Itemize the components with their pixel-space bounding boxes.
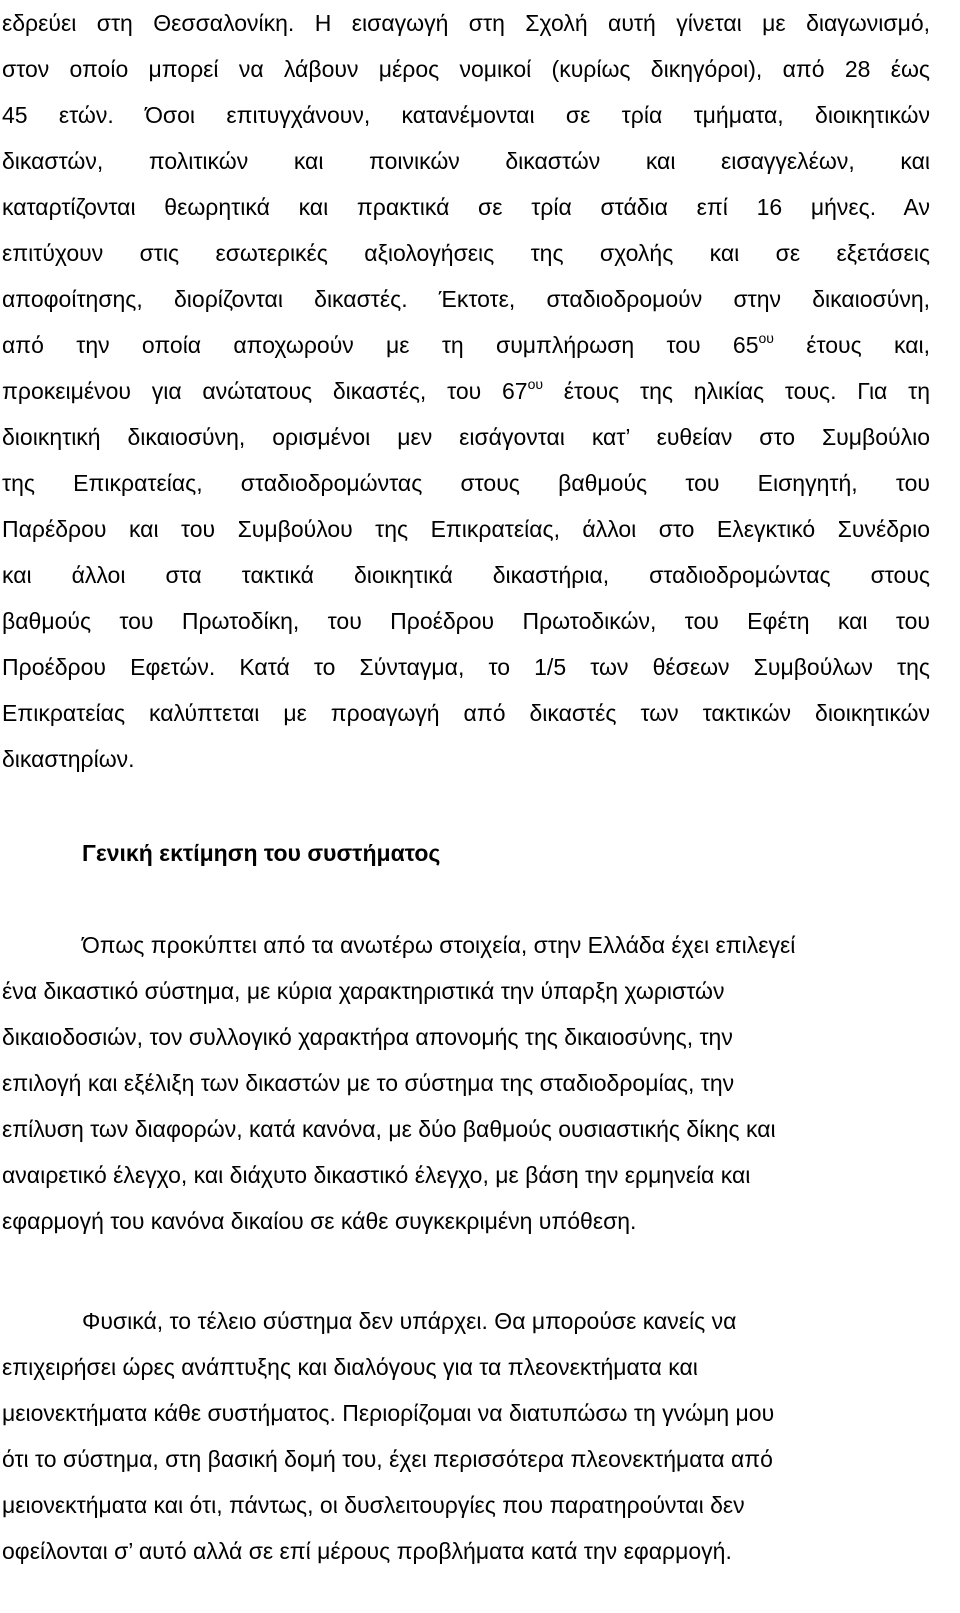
text-line: μειονεκτήματα και ότι, πάντως, οι δυσλειτουργίες που παρατηρούνται δεν xyxy=(2,1492,745,1518)
text-line: επιχειρήσει ώρες ανάπτυξης και διαλόγους για τα πλεονεκτήματα και xyxy=(2,1354,698,1380)
text-line: διοικητική δικαιοσύνη, ορισμένοι μεν εισάγονται κατ’ ευθείαν στο Συμβούλιο xyxy=(2,424,930,450)
text-segment: έτους της ηλικίας τους. Για τη xyxy=(543,378,930,404)
text-line: αναιρετικό έλεγχο, και διάχυτο δικαστικό έλεγχο, με βάση την ερμηνεία και xyxy=(2,1162,751,1188)
text-line: στον οποίο μπορεί να λάβουν μέρος νομικοί (κυρίως δικηγόροι), από 28 έως xyxy=(2,56,930,82)
text-line: επίλυση των διαφορών, κατά κανόνα, με δύο βαθμούς ουσιαστικής δίκης και xyxy=(2,1116,776,1142)
text-segment: έτους και, xyxy=(773,332,931,358)
text-line: ότι το σύστημα, στη βασική δομή του, έχει περισσότερα πλεονεκτήματα από xyxy=(2,1446,773,1472)
text-line: Παρέδρου και του Συμβούλου της Επικρατείας, άλλοι στο Ελεγκτικό Συνέδριο xyxy=(2,516,930,542)
text-line: δικαιοδοσιών, τον συλλογικό χαρακτήρα απονομής της δικαιοσύνης, την xyxy=(2,1024,733,1050)
text-line: αποφοίτησης, διορίζονται δικαστές. Έκτοτε, σταδιοδρομούν στην δικαιοσύνη, xyxy=(2,286,930,312)
paragraph-judicial-careers xyxy=(0,0,960,782)
text-line: Προέδρου Εφετών. Κατά το Σύνταγμα, το 1/5 των θέσεων Συμβούλων της xyxy=(2,654,930,680)
section-heading: Γενική εκτίμηση του συστήματος xyxy=(82,840,441,866)
text-line: εδρεύει στη Θεσσαλονίκη. Η εισαγωγή στη Σχολή αυτή γίνεται με διαγωνισμό, xyxy=(2,10,930,36)
text-line: της Επικρατείας, σταδιοδρομώντας στους βαθμούς του Εισηγητή, του xyxy=(2,470,930,496)
text-line: και άλλοι στα τακτικά διοικητικά δικαστήρια, σταδιοδρομώντας στους xyxy=(2,562,930,588)
text-line: Φυσικά, το τέλειο σύστημα δεν υπάρχει. Θα μπορούσε κανείς να xyxy=(82,1308,737,1334)
superscript: ου xyxy=(758,330,774,346)
text-line: δικαστών, πολιτικών και ποινικών δικαστών και εισαγγελέων, και xyxy=(2,148,930,174)
superscript: ου xyxy=(527,376,544,392)
paragraph-perfect-system xyxy=(0,1298,960,1574)
text-line: 45 ετών. Όσοι επιτυγχάνουν, κατανέμονται σε τρία τμήματα, διοικητικών xyxy=(2,102,930,128)
text-line: οφείλονται σ’ αυτό αλλά σε επί μέρους προβλήματα κατά την εφαρμογή. xyxy=(2,1538,732,1564)
paragraph-system-assessment xyxy=(0,922,960,1244)
text-line: Όπως προκύπτει από τα ανωτέρω στοιχεία, στην Ελλάδα έχει επιλεγεί xyxy=(82,932,796,958)
text-line: καταρτίζονται θεωρητικά και πρακτικά σε τρία στάδια επί 16 μήνες. Αν xyxy=(2,194,930,220)
text-line xyxy=(0,368,930,414)
text-line: βαθμούς του Πρωτοδίκη, του Προέδρου Πρωτοδικών, του Εφέτη και του xyxy=(2,608,930,634)
text-line: δικαστηρίων. xyxy=(2,746,135,772)
text-segment: από την οποία αποχωρούν με τη συμπλήρωση του 65 xyxy=(2,332,759,358)
text-segment: προκειμένου για ανώτατους δικαστές, του 67 xyxy=(2,378,528,404)
text-line: εφαρμογή του κανόνα δικαίου σε κάθε συγκεκριμένη υπόθεση. xyxy=(2,1208,637,1234)
text-line: επιτύχουν στις εσωτερικές αξιολογήσεις της σχολής και σε εξετάσεις xyxy=(2,240,930,266)
text-line: μειονεκτήματα κάθε συστήματος. Περιορίζομαι να διατυπώσω τη γνώμη μου xyxy=(2,1400,775,1426)
text-line: ένα δικαστικό σύστημα, με κύρια χαρακτηριστικά την ύπαρξη χωριστών xyxy=(2,978,725,1004)
text-line xyxy=(0,322,930,368)
text-line: Επικρατείας καλύπτεται με προαγωγή από δικαστές των τακτικών διοικητικών xyxy=(2,700,930,726)
text-line: επιλογή και εξέλιξη των δικαστών με το σύστημα της σταδιοδρομίας, την xyxy=(2,1070,735,1096)
